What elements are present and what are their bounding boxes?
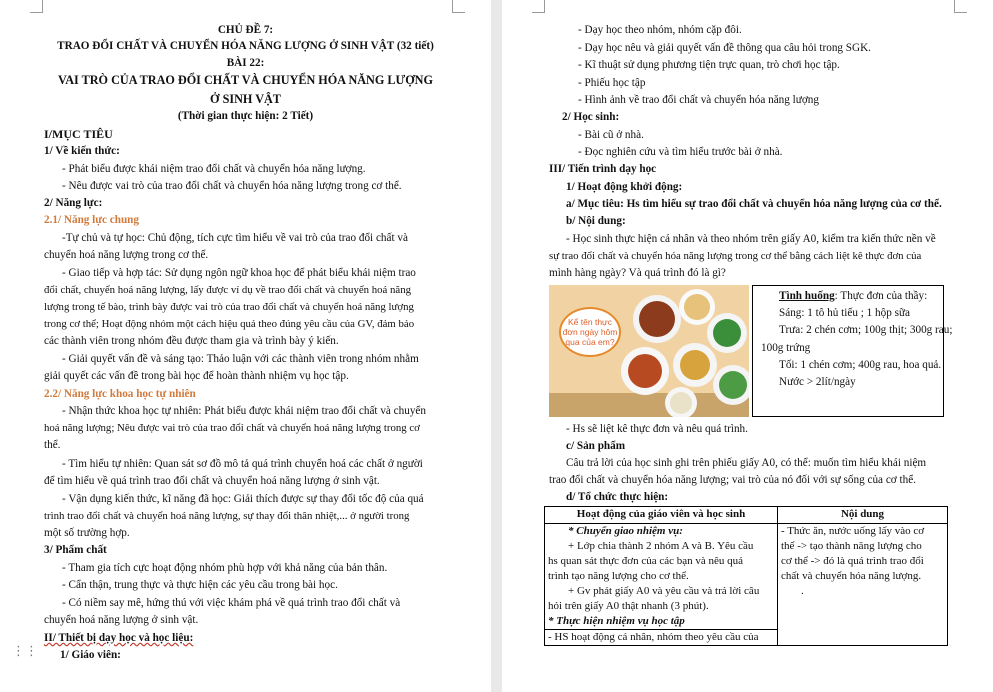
paragraph-line: hoá năng lượng; Nêu được vai trò của trao đổi chất và chuyển hoá năng lượng trong cơ	[44, 422, 420, 434]
lesson-title-line-1: VAI TRÒ CỦA TRAO ĐỔI CHẤT VÀ CHUYỂN HÓA NĂNG LƯỢNG	[58, 73, 433, 87]
paragraph-line: sự trao đổi chất và chuyển hóa năng lượng trong cơ thể bằng cách liệt kê thực đơn của	[549, 250, 922, 262]
paragraph-line: Câu trả lời của học sinh ghi trên phiếu giấy A0, có thể: muốn tìm hiểu khái niệm	[566, 457, 927, 469]
paragraph-line: các thành viên trong nhóm đều được tham gia và trình bày ý kiến.	[44, 335, 339, 347]
paragraph-line: - Có niềm say mê, hứng thú với việc khám phá về quá trình trao đổi chất và	[62, 597, 401, 609]
paragraph-line: - Vận dụng kiến thức, kĩ năng đã học: Giải thích được sự thay đổi tốc độ của quá	[62, 493, 424, 505]
table-cell-line: - HS hoạt động cá nhân, nhóm theo yêu cầu của	[545, 629, 777, 645]
table-cell-line: .	[801, 585, 804, 597]
list-item: - Kĩ thuật sử dụng phương tiện trực quan, trò chơi học tập.	[578, 59, 840, 71]
menu-dinner: Tối: 1 chén cơm; 400g rau, hoa quả.	[779, 359, 942, 371]
subsection-heading: 2.2/ Năng lực khoa học tự nhiên	[44, 388, 196, 400]
table-cell-line: chất và chuyển hóa năng lượng.	[781, 570, 922, 582]
topic-title: TRAO ĐỔI CHẤT VÀ CHUYỂN HÓA NĂNG LƯỢNG Ở SINH VẬT (32 tiết)	[57, 40, 434, 52]
paragraph-line: chuyển hoá năng lượng ở sinh vật.	[44, 614, 199, 626]
subsection-heading: 2/ Năng lực:	[44, 197, 103, 209]
page-gutter	[491, 0, 502, 692]
paragraph-line: - Giải quyết vấn đề và sáng tạo: Thảo luận với các thành viên trong nhóm nhằm	[62, 353, 419, 365]
section-heading: I/MỤC TIÊU	[44, 127, 113, 141]
paragraph-line: trao đổi chất và chuyển hóa năng lượng; vai trò của nó đối với sự sống của cơ thể.	[549, 474, 916, 486]
document-page-1	[0, 0, 491, 692]
situation-label: Tình huống	[779, 290, 835, 302]
table-cell-line: * Thực hiện nhiệm vụ học tập	[548, 615, 685, 627]
menu-breakfast: Sáng: 1 tô hủ tiếu ; 1 hộp sữa	[779, 307, 910, 319]
situation-box	[752, 285, 953, 417]
speech-bubble: Kể tên thực đơn ngày hôm qua của em?	[559, 307, 621, 357]
menu-lunch: Trưa: 2 chén cơm; 100g thịt; 300g rau;	[779, 324, 953, 336]
situation-intro: : Thực đơn của thầy:	[834, 290, 928, 302]
table-cell-line: thể -> tạo thành năng lượng cho	[781, 540, 922, 552]
margin-corner-mark	[954, 0, 967, 13]
table-cell-line: + Lớp chia thành 2 nhóm A và B. Yêu cầu	[568, 540, 754, 552]
menu-water: Nước > 2lít/ngày	[779, 376, 856, 388]
margin-corner-mark	[30, 0, 43, 13]
drag-handle-icon[interactable]: ⋮⋮	[12, 644, 38, 659]
lesson-title-line-2: Ở SINH VẬT	[210, 92, 281, 106]
paragraph-line: một số trường hợp.	[44, 527, 130, 539]
paragraph-line: - Nêu được vai trò của trao đổi chất và chuyển hóa năng lượng trong cơ thể.	[62, 180, 402, 192]
section-heading: III/ Tiến trình dạy học	[549, 163, 657, 175]
paragraph-line: giải quyết các vấn đề trong bài học để hoàn thành nhiệm vụ học tập.	[44, 370, 349, 382]
situation-heading	[779, 289, 927, 304]
table-cell-line: * Chuyển giao nhiệm vụ:	[568, 525, 683, 537]
list-item: - Bài cũ ở nhà.	[578, 129, 644, 141]
paragraph-line: - Tham gia tích cực hoạt động nhóm phù hợp với khả năng của bản thân.	[62, 562, 388, 574]
table-cell-line: hỏi trên giấy A0 thật nhanh (3 phút).	[548, 600, 709, 612]
table-header: Nội dung	[778, 507, 948, 524]
subsection-heading: 2.1/ Năng lực chung	[44, 214, 139, 226]
table-cell-line: trình tạo năng lượng cho cơ thể.	[548, 570, 689, 582]
subsection-heading: 1/ Hoạt động khởi động:	[566, 181, 683, 193]
paragraph-line: - Tìm hiểu tự nhiên: Quan sát sơ đồ mô tả quá trình chuyển hoá các chất ở người	[62, 458, 423, 470]
topic-label: CHỦ ĐỀ 7:	[217, 24, 274, 36]
list-item: - Phiếu học tập	[578, 77, 646, 89]
paragraph-line: để tìm hiểu về quá trình trao đổi chất và chuyển hoá năng lượng ở sinh vật.	[44, 475, 380, 487]
table-cell-line: hs quan sát thực đơn của các bạn và nêu quá	[548, 555, 744, 567]
paragraph-line: lượng trong tế bào, trình bày được vai trò của trao đổi chất và chuyển hoá năng lượng	[44, 301, 414, 313]
paragraph-line: -Tự chủ và tự học: Chủ động, tích cực tìm hiểu về vai trò của trao đổi chất và	[62, 232, 408, 244]
subsection-heading: c/ Sản phẩm	[566, 440, 626, 452]
table-row	[545, 524, 948, 646]
table-cell-activity	[545, 524, 778, 646]
table-cell-line: cơ thể -> đó là quá trình trao đổi	[781, 555, 924, 567]
menu-lunch-cont: 100g trứng	[761, 342, 811, 354]
paragraph-line: - Học sinh thực hiện cá nhân và theo nhóm trên giấy A0, kiểm tra kiến thức nền về	[566, 233, 936, 245]
menu-food-image	[549, 285, 749, 417]
objective-text: a/ Mục tiêu: Hs tìm hiểu sự trao đổi chất và chuyển hóa năng lượng của cơ thể.	[566, 198, 942, 210]
subsection-heading: 1/ Giáo viên:	[60, 649, 121, 661]
paragraph-line: thể.	[44, 439, 61, 451]
list-item: - Dạy học theo nhóm, nhóm cặp đôi.	[578, 24, 742, 36]
paragraph-line: - Phát biểu được khái niệm trao đổi chất và chuyển hóa năng lượng.	[62, 163, 366, 175]
activity-table	[544, 506, 948, 646]
paragraph-line: chuyển hoá năng lượng trong cơ thể.	[44, 249, 209, 261]
document-page-2	[502, 0, 993, 692]
paragraph-line: đổi chất, chuyển hoá năng lượng, lấy được ví dụ về trao đổi chất và chuyển hoá năng	[44, 284, 412, 296]
subsection-heading: b/ Nội dung:	[566, 215, 626, 227]
subsection-heading: 2/ Học sinh:	[562, 111, 620, 123]
list-item: - Hình ảnh về trao đổi chất và chuyển hóa năng lượng	[578, 94, 819, 106]
table-cell-line: + Gv phát giấy A0 và yêu cầu và trả lời câu	[568, 585, 760, 597]
table-header: Hoạt động của giáo viên và học sinh	[545, 507, 778, 524]
table-header-row	[545, 507, 948, 524]
list-item: - Dạy học nêu và giải quyết vấn đề thông qua câu hỏi trong SGK.	[578, 42, 871, 54]
paragraph-line: trong cơ thể; Hoạt động nhóm một cách hiệu quả theo đúng yêu cầu của GV, đảm bảo	[44, 318, 415, 330]
table-cell-content	[778, 524, 948, 646]
objective-line	[566, 197, 942, 212]
table-cell-line: - Thức ăn, nước uống lấy vào cơ	[781, 525, 925, 537]
subsection-heading: 3/ Phẩm chất	[44, 544, 107, 556]
margin-corner-mark	[452, 0, 465, 13]
subsection-heading: 1/ Về kiến thức:	[44, 145, 120, 157]
lesson-duration: (Thời gian thực hiện: 2 Tiết)	[177, 110, 314, 122]
paragraph-line: trình trao đổi chất và chuyển hoá năng lượng, sự thay đổi thân nhiệt,... ở người trong	[44, 510, 410, 522]
paragraph-line: mình hàng ngày? Và quá trình đó là gì?	[549, 267, 726, 279]
subsection-heading: d/ Tổ chức thực hiện:	[566, 491, 669, 503]
section-heading: II/ Thiết bị dạy học và học liệu:	[44, 632, 194, 644]
list-item: - Đọc nghiên cứu và tìm hiểu trước bài ở nhà.	[578, 146, 783, 158]
paragraph-line: - Nhận thức khoa học tự nhiên: Phát biểu được khái niệm trao đổi chất và chuyển	[62, 405, 426, 417]
paragraph-line: - Giao tiếp và hợp tác: Sử dụng ngôn ngữ khoa học để phát biểu khái niệm trao	[62, 267, 416, 279]
margin-corner-mark	[532, 0, 545, 13]
paragraph-line: - Cẩn thận, trung thực và thực hiện các yêu cầu trong bài học.	[62, 579, 338, 591]
lesson-label: BÀI 22:	[226, 57, 265, 69]
paragraph-line: - Hs sẽ liệt kê thực đơn và nêu quá trình.	[566, 423, 748, 435]
